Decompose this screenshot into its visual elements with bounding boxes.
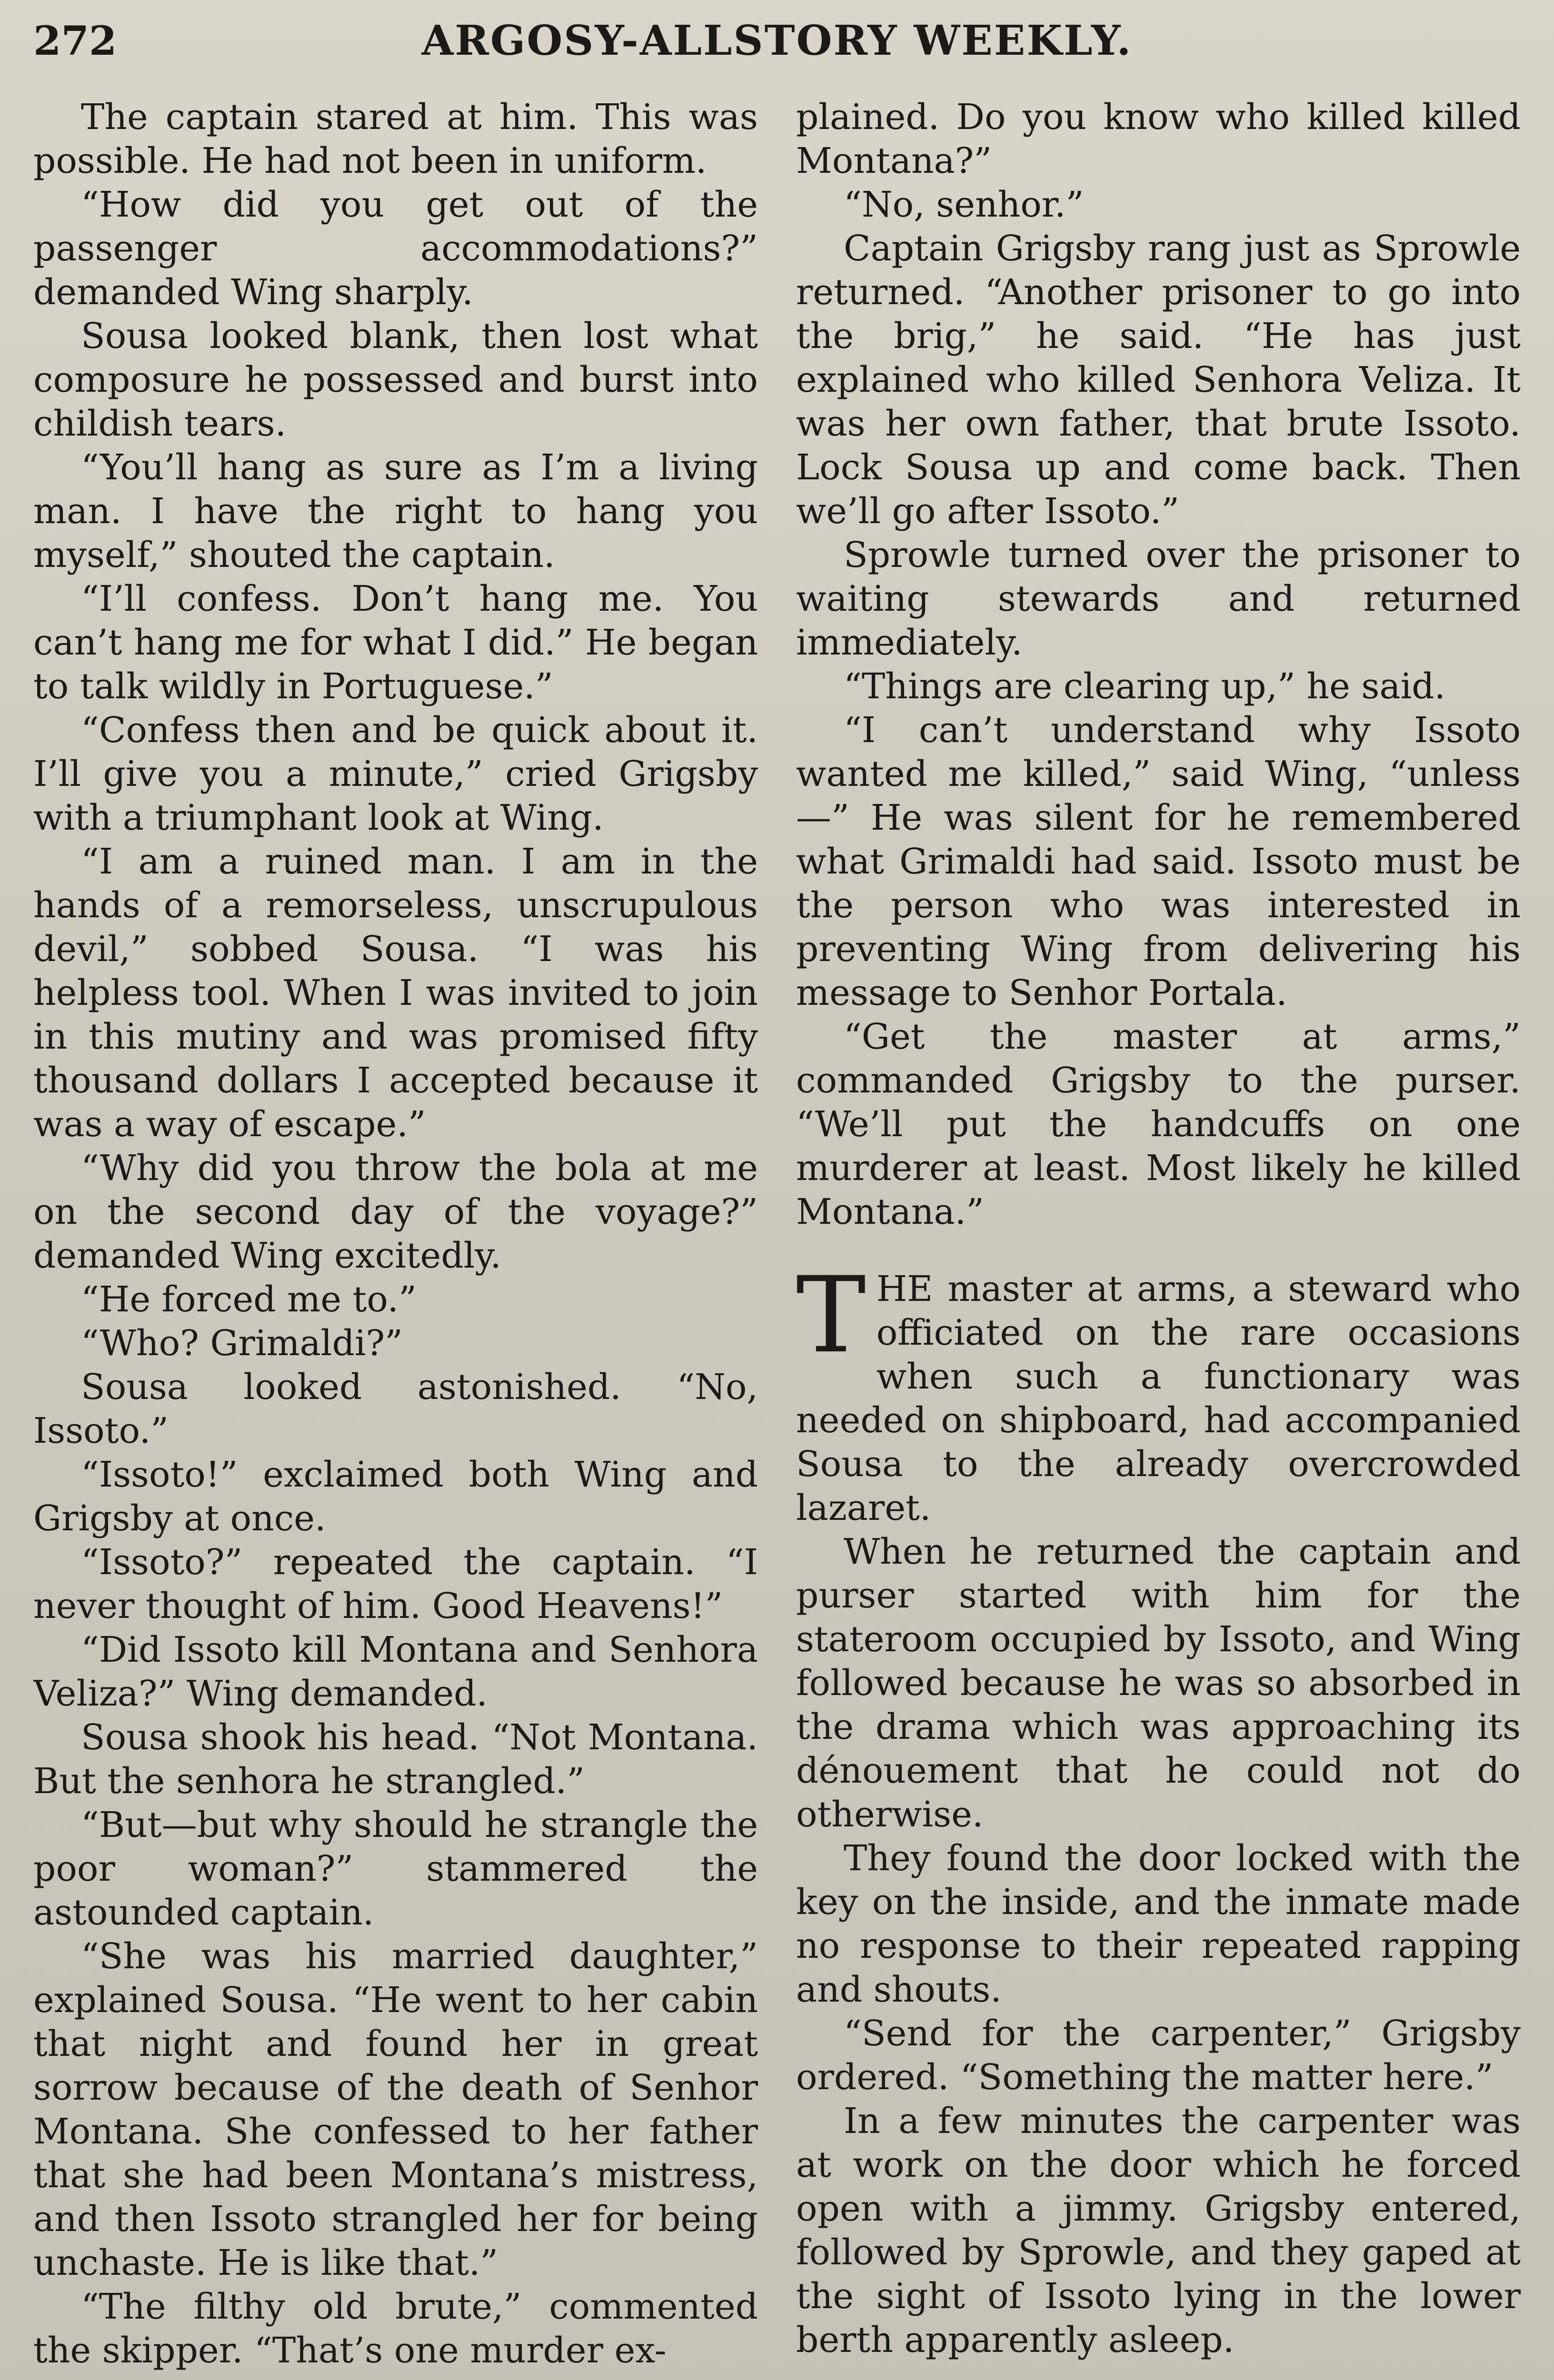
paragraph: “He forced me to.”	[81, 1279, 417, 1320]
paragraph: “Who? Grimaldi?”	[81, 1323, 403, 1364]
dropcap-paragraph	[796, 1254, 1521, 1530]
right-column-bottom	[796, 1530, 1521, 2362]
paragraph: “You’ll hang as sure as I’m a living man. I have the right to hang you myself,” shouted the captain.	[33, 447, 758, 575]
paragraph: “No, senhor.”	[844, 184, 1084, 225]
paragraph: “I’ll confess. Don’t hang me. You can’t hang me for what I did.” He began to talk wildly in Portuguese.”	[33, 578, 758, 707]
text-columns	[33, 95, 1521, 2380]
paragraph: “Did Issoto kill Montana and Senhora Veliza?” Wing demanded.	[33, 1629, 758, 1714]
paragraph: “But—but why should he strangle the poor woman?” stammered the astounded captain.	[33, 1805, 758, 1933]
paragraph: “How did you get out of the passenger accommodations?” demanded Wing sharply.	[33, 184, 758, 313]
section-break	[796, 1234, 1521, 1267]
paragraph: Sprowle turned over the prisoner to waiting stewards and returned immediately.	[796, 535, 1521, 663]
paragraph: “Send for the carpenter,” Grigsby ordered. “Something the matter here.”	[796, 2013, 1521, 2098]
paragraph: “Confess then and be quick about it. I’ll give you a minute,” cried Grigsby with a triumphant look at Wing.	[33, 710, 758, 838]
running-head: ARGOSY-ALLSTORY WEEKLY.	[421, 16, 1133, 65]
dropcap-text: HE master at arms, a steward who officiated on the rare occasions when such a functionary was needed on shipboard, had accompanied Sousa to the already overcrowded lazaret.	[796, 1269, 1521, 1528]
left-column	[33, 95, 758, 2380]
page-header	[33, 14, 1521, 67]
paragraph: Sousa looked astonished. “No, Issoto.”	[33, 1367, 758, 1451]
paragraph: “Get the master at arms,” commanded Grigsby to the purser. “We’ll put the handcuffs on one murderer at least. Most likely he killed Montana.”	[796, 1016, 1521, 1232]
paragraph: “I am a ruined man. I am in the hands of a remorseless, unscrupulous devil,” sobbed Sousa. “I was his helpless tool. When I was invited to join in this mutiny and was promised fifty thousand dollars I accepted because it was a way of escape.”	[33, 841, 758, 1145]
paragraph: In a few minutes the carpenter was at work on the door which he forced open with a jimmy. Grigsby entered, followed by Sprowle, and they gaped at the sight of Issoto lying in the lower berth apparently asleep.	[796, 2101, 1521, 2360]
page-number: 272	[33, 17, 117, 64]
paragraph: “The filthy old brute,” commented the skipper. “That’s one murder ex-	[33, 2286, 758, 2371]
paragraph: Captain Grigsby rang just as Sprowle returned. “Another prisoner to go into the brig,” he said. “He has just explained who killed Senhora Veliza. It was her own father, that brute Issoto. Lock Sousa up and come back. Then we’ll go after Issoto.”	[796, 228, 1521, 532]
paragraph: plained. Do you know who killed killed Montana?”	[796, 97, 1521, 181]
paragraph: “Things are clearing up,” he said.	[844, 666, 1445, 707]
right-column	[796, 95, 1521, 2380]
paragraph: They found the door locked with the key on the inside, and the inmate made no response to their repeated rapping and shouts.	[796, 1838, 1521, 2010]
paragraph: When he returned the captain and purser started with him for the stateroom occupied by Issoto, and Wing followed because he was so absorbed in the drama which was approaching its dénouement that he could not do otherwise.	[796, 1531, 1521, 1835]
paragraph: “Issoto?” repeated the captain. “I never thought of him. Good Heavens!”	[33, 1542, 758, 1626]
paragraph: “She was his married daughter,” explained Sousa. “He went to her cabin that night and found her in great sorrow because of the death of Senhor Montana. She confessed to her father that she had been Montana’s mistress, and then Issoto strangled her for being unchaste. He is like that.”	[33, 1936, 758, 2283]
paragraph: “Issoto!” exclaimed both Wing and Grigsby at once.	[33, 1454, 758, 1539]
paragraph: The captain stared at him. This was possible. He had not been in uniform.	[33, 97, 758, 181]
paragraph: “Why did you throw the bola at me on the second day of the voyage?” demanded Wing excitedly.	[33, 1148, 758, 1276]
paragraph: Sousa looked blank, then lost what composure he possessed and burst into childish tears.	[33, 316, 758, 444]
right-column-top	[796, 95, 1521, 1234]
paragraph: “I can’t understand why Issoto wanted me killed,” said Wing, “unless—” He was silent for he remembered what Grimaldi had said. Issoto must be the person who was interested in preventing Wing from delivering his message to Senhor Portala.	[796, 710, 1521, 1013]
dropcap-letter: T	[796, 1254, 866, 1376]
paragraph: Sousa shook his head. “Not Montana. But the senhora he strangled.”	[33, 1717, 758, 1802]
